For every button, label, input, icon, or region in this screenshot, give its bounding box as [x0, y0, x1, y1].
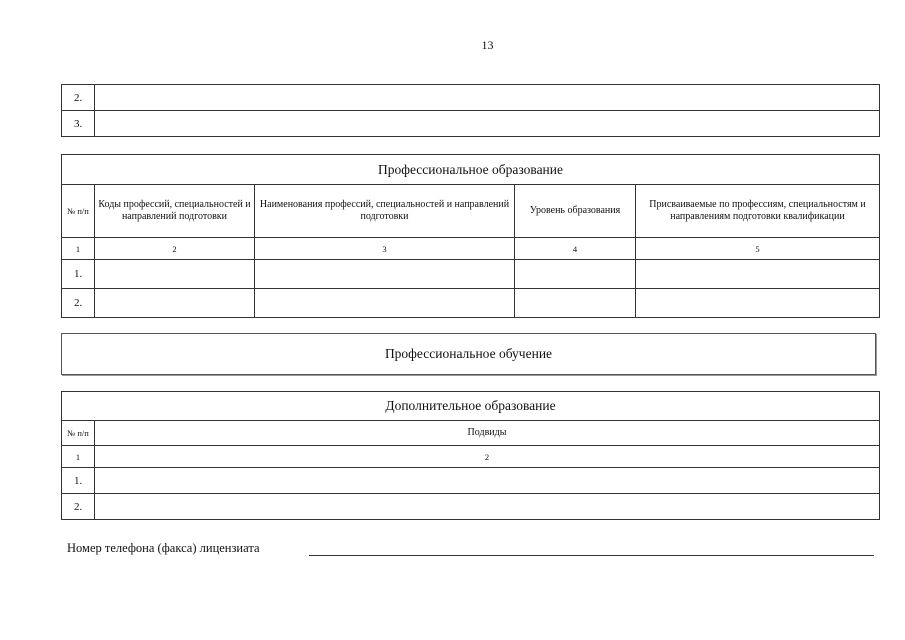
row-number: 1.: [62, 468, 95, 494]
row-number: 2.: [62, 289, 95, 318]
table-header-row: [62, 421, 880, 446]
table-cell: [95, 289, 255, 318]
prof-training-box: Профессиональное обучение: [61, 333, 876, 375]
col-header-subtypes: Подвиды: [95, 421, 880, 446]
phone-input-line[interactable]: [309, 555, 874, 556]
col-number: 4: [515, 238, 636, 260]
table-row: [62, 494, 880, 520]
table-cell: [95, 85, 880, 111]
col-header-names: Наименования профессий, специальностей и направлений подготовки: [255, 185, 515, 238]
column-numbers-row: [62, 446, 880, 468]
row-number: 2.: [62, 494, 95, 520]
prof-education-title: Профессиональное образование: [62, 155, 880, 185]
table-header-row: [62, 185, 880, 238]
table-cell: [515, 260, 636, 289]
row-number: 1.: [62, 260, 95, 289]
col-header-qualifications: Присваиваемые по профессиям, специальностям и направлениям подготовки квалификации: [636, 185, 880, 238]
table-cell: [515, 289, 636, 318]
table-cell: [95, 111, 880, 137]
col-number: 5: [636, 238, 880, 260]
row-number: 2.: [62, 85, 95, 111]
table-row: [62, 85, 880, 111]
table-cell: [255, 260, 515, 289]
col-number: 2: [95, 446, 880, 468]
col-number: 3: [255, 238, 515, 260]
table-cell: [636, 289, 880, 318]
col-header-level: Уровень образования: [515, 185, 636, 238]
prof-education-table: [61, 154, 880, 318]
table-row: [62, 260, 880, 289]
phone-label: Номер телефона (факса) лицензиата: [67, 541, 260, 555]
col-number: 1: [62, 238, 95, 260]
col-header-codes: Коды профессий, специальностей и направлений подготовки: [95, 185, 255, 238]
col-header-num: № п/п: [62, 185, 95, 238]
add-education-table: [61, 391, 880, 520]
column-numbers-row: [62, 238, 880, 260]
table-row: [62, 289, 880, 318]
top-continuation-table: [61, 84, 880, 137]
table-cell: [255, 289, 515, 318]
table-cell: [95, 260, 255, 289]
col-number: 1: [62, 446, 95, 468]
table-row: [62, 111, 880, 137]
add-education-title: Дополнительное образование: [62, 392, 880, 421]
col-number: 2: [95, 238, 255, 260]
row-number: 3.: [62, 111, 95, 137]
table-cell: [95, 468, 880, 494]
page-number: 13: [481, 38, 494, 52]
col-header-num: № п/п: [62, 421, 95, 446]
table-cell: [636, 260, 880, 289]
table-row: [62, 468, 880, 494]
table-cell: [95, 494, 880, 520]
